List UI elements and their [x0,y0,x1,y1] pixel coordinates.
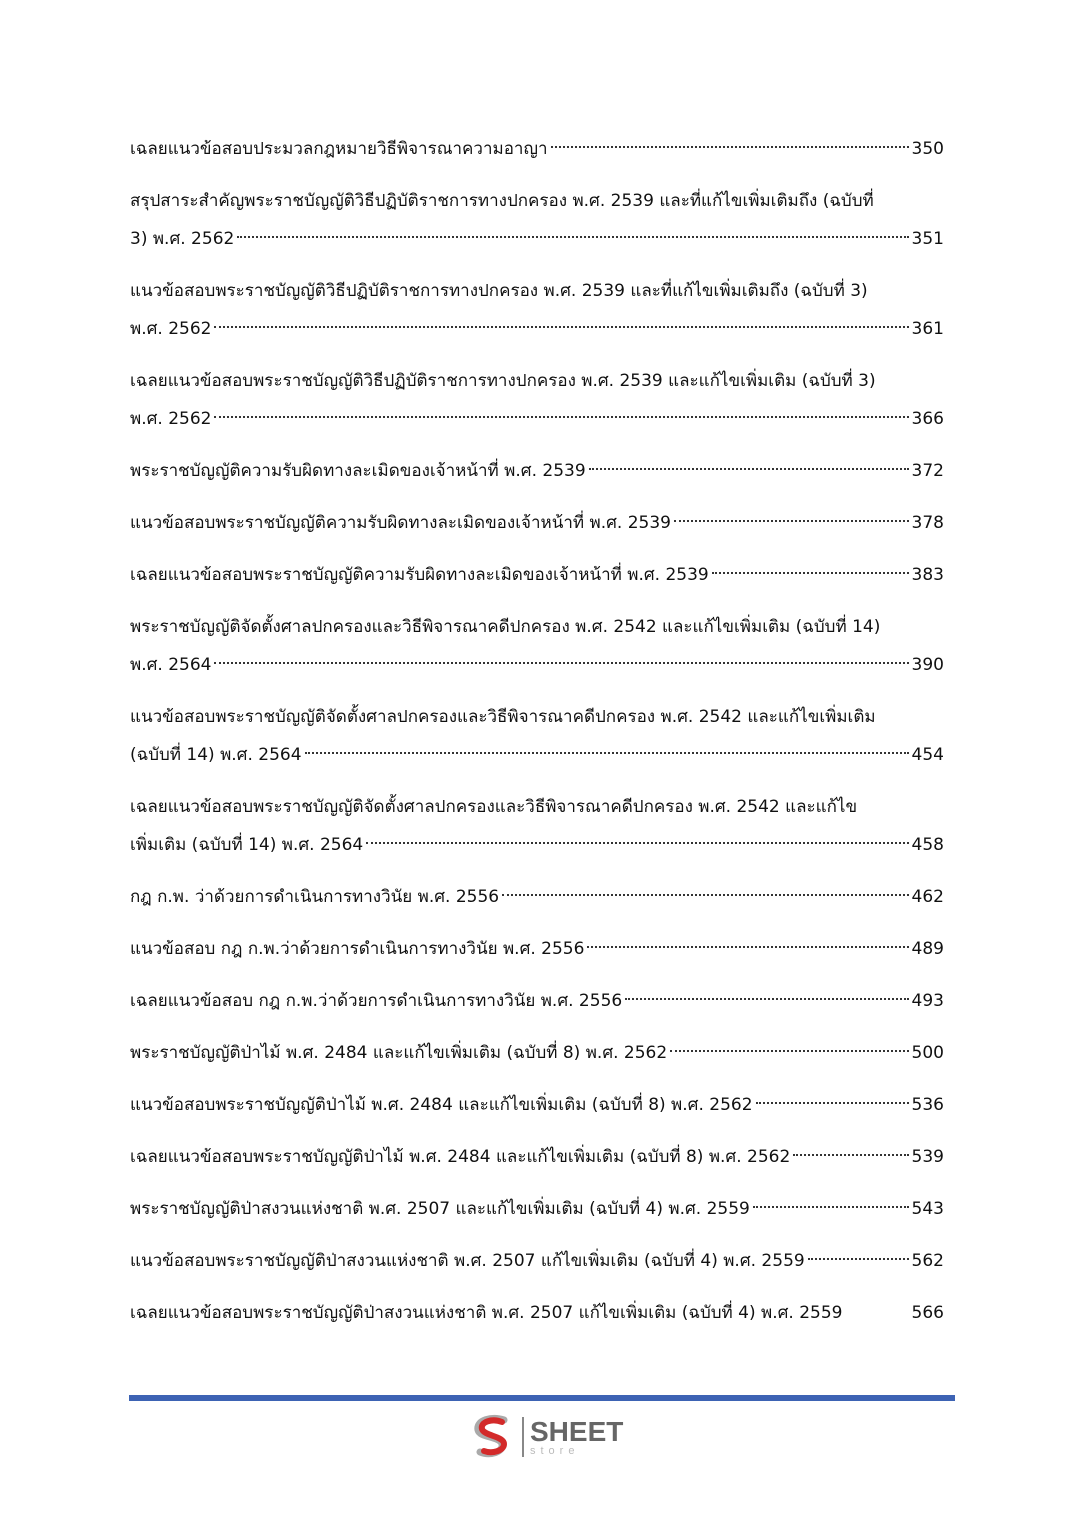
toc-entry-title: เฉลยแนวข้อสอบพระราชบัญญัติป่าไม้ พ.ศ. 2484 และแก้ไขเพิ่มเติม (ฉบับที่ 8) พ.ศ. 2562 [130,1147,791,1167]
toc-line [130,134,944,164]
dot-leader [756,1102,909,1104]
dot-leader [214,326,908,328]
toc-line [130,276,944,306]
toc-entry-title: 3) พ.ศ. 2562 [130,229,235,249]
toc-line [130,560,944,590]
toc-entry[interactable] [130,508,944,538]
sheet-store-logo [470,1414,623,1460]
dot-leader [670,1050,908,1052]
toc-entry-title: เฉลยแนวข้อสอบพระราชบัญญัติป่าสงวนแห่งชาติ พ.ศ. 2507 แก้ไขเพิ่มเติม (ฉบับที่ 4) พ.ศ. 2559 [130,1303,843,1323]
toc-line [130,366,944,396]
toc-line [130,934,944,964]
toc-line [130,986,944,1016]
toc-page-number: 350 [911,139,944,159]
toc-page-number: 539 [911,1147,944,1167]
toc-entry[interactable] [130,456,944,486]
toc-line [130,314,944,344]
toc-entry-title: พ.ศ. 2564 [130,655,212,675]
toc-line [130,1090,944,1120]
toc-entry-title: แนวข้อสอบ กฎ ก.พ.ว่าด้วยการดำเนินการทางวินัย พ.ศ. 2556 [130,939,585,959]
toc-line [130,1194,944,1224]
dot-leader [793,1154,908,1156]
toc-entry-title: พระราชบัญญัติป่าไม้ พ.ศ. 2484 และแก้ไขเพิ่มเติม (ฉบับที่ 8) พ.ศ. 2562 [130,1043,668,1063]
toc-entry-title: พ.ศ. 2562 [130,319,212,339]
toc-entry-title: เฉลยแนวข้อสอบพระราชบัญญัติวิธีปฏิบัติราชการทางปกครอง พ.ศ. 2539 และแก้ไขเพิ่มเติม (ฉบับที่ 3) [130,371,876,391]
toc-entry-title: แนวข้อสอบพระราชบัญญัติความรับผิดทางละเมิดของเจ้าหน้าที่ พ.ศ. 2539 [130,513,671,533]
logo-sub: store [530,1444,580,1457]
toc-entry-title: พระราชบัญญัติป่าสงวนแห่งชาติ พ.ศ. 2507 และแก้ไขเพิ่มเติม (ฉบับที่ 4) พ.ศ. 2559 [130,1199,750,1219]
toc-page-number: 536 [911,1095,944,1115]
toc-page-number: 462 [911,887,944,907]
toc-entry[interactable] [130,276,944,344]
toc-line [130,186,944,216]
dot-leader [808,1258,909,1260]
toc-line [130,882,944,912]
dot-leader [587,946,908,948]
toc-page-number: 366 [911,409,944,429]
logo-s-icon [470,1414,518,1460]
toc-entry[interactable] [130,134,944,164]
dot-leader [305,752,909,754]
toc-page-number: 566 [911,1303,944,1323]
table-of-contents [130,134,944,1350]
toc-page-number: 454 [911,745,944,765]
toc-entry[interactable] [130,1246,944,1276]
dot-leader [214,416,908,418]
dot-leader [237,236,908,238]
toc-entry-title: พระราชบัญญัติจัดตั้งศาลปกครองและวิธีพิจารณาคดีปกครอง พ.ศ. 2542 และแก้ไขเพิ่มเติม (ฉบับที่ 14) [130,617,881,637]
toc-page-number: 383 [911,565,944,585]
toc-entry[interactable] [130,560,944,590]
toc-line [130,456,944,486]
toc-page-number: 489 [911,939,944,959]
logo-separator [522,1417,524,1457]
toc-entry[interactable] [130,934,944,964]
toc-page-number: 562 [911,1251,944,1271]
toc-line [130,1142,944,1172]
toc-page-number: 543 [911,1199,944,1219]
toc-line [130,1038,944,1068]
toc-line [130,650,944,680]
toc-line [130,830,944,860]
toc-entry[interactable] [130,366,944,434]
toc-page-number: 378 [911,513,944,533]
toc-page-number: 372 [911,461,944,481]
toc-entry-title: สรุปสาระสำคัญพระราชบัญญัติวิธีปฏิบัติราชการทางปกครอง พ.ศ. 2539 และที่แก้ไขเพิ่มเติมถึง (ฉบับที่ [130,191,874,211]
toc-page-number: 351 [911,229,944,249]
toc-entry-title: เฉลยแนวข้อสอบพระราชบัญญัติจัดตั้งศาลปกครองและวิธีพิจารณาคดีปกครอง พ.ศ. 2542 และแก้ไข [130,797,858,817]
toc-line [130,612,944,642]
toc-entry-title: แนวข้อสอบพระราชบัญญัติป่าไม้ พ.ศ. 2484 และแก้ไขเพิ่มเติม (ฉบับที่ 8) พ.ศ. 2562 [130,1095,753,1115]
dot-leader [551,146,909,148]
toc-line [130,224,944,254]
dot-leader [625,998,908,1000]
toc-entry[interactable] [130,1194,944,1224]
toc-entry-title: เฉลยแนวข้อสอบ กฎ ก.พ.ว่าด้วยการดำเนินการทางวินัย พ.ศ. 2556 [130,991,623,1011]
toc-line [130,1298,944,1328]
dot-leader [502,894,908,896]
toc-line [130,1246,944,1276]
toc-page-number: 493 [911,991,944,1011]
toc-entry-title: (ฉบับที่ 14) พ.ศ. 2564 [130,745,302,765]
dot-leader [589,468,909,470]
toc-entry-title: เพิ่มเติม (ฉบับที่ 14) พ.ศ. 2564 [130,835,364,855]
toc-entry-title: แนวข้อสอบพระราชบัญญัติจัดตั้งศาลปกครองและวิธีพิจารณาคดีปกครอง พ.ศ. 2542 และแก้ไขเพิ่มเติม [130,707,876,727]
toc-entry-title: กฎ ก.พ. ว่าด้วยการดำเนินการทางวินัย พ.ศ. 2556 [130,887,500,907]
toc-entry[interactable] [130,882,944,912]
toc-entry[interactable] [130,1142,944,1172]
toc-line [130,740,944,770]
dot-leader [214,662,908,664]
toc-entry[interactable] [130,186,944,254]
dot-leader [712,572,909,574]
dot-leader [753,1206,909,1208]
dot-leader [366,842,908,844]
toc-line [130,404,944,434]
toc-entry-title: เฉลยแนวข้อสอบประมวลกฎหมายวิธีพิจารณาความอาญา [130,139,548,159]
toc-entry[interactable] [130,792,944,860]
toc-line [130,702,944,732]
toc-entry[interactable] [130,1298,944,1328]
toc-entry-title: เฉลยแนวข้อสอบพระราชบัญญัติความรับผิดทางละเมิดของเจ้าหน้าที่ พ.ศ. 2539 [130,565,709,585]
toc-page-number: 500 [911,1043,944,1063]
toc-entry-title: แนวข้อสอบพระราชบัญญัติวิธีปฏิบัติราชการทางปกครอง พ.ศ. 2539 และที่แก้ไขเพิ่มเติมถึง (ฉบับที่ 3) [130,281,868,301]
toc-entry[interactable] [130,1038,944,1068]
toc-page-number: 458 [911,835,944,855]
toc-entry[interactable] [130,612,944,680]
footer-rule [129,1395,955,1401]
toc-entry[interactable] [130,986,944,1016]
toc-page-number: 361 [911,319,944,339]
logo-brand: SHEET [530,1415,624,1447]
toc-entry[interactable] [130,1090,944,1120]
toc-entry-title: พ.ศ. 2562 [130,409,212,429]
dot-leader [674,520,909,522]
toc-entry-title: แนวข้อสอบพระราชบัญญัติป่าสงวนแห่งชาติ พ.ศ. 2507 แก้ไขเพิ่มเติม (ฉบับที่ 4) พ.ศ. 2559 [130,1251,805,1271]
toc-entry-title: พระราชบัญญัติความรับผิดทางละเมิดของเจ้าหน้าที่ พ.ศ. 2539 [130,461,586,481]
toc-page-number: 390 [911,655,944,675]
toc-line [130,508,944,538]
toc-entry[interactable] [130,702,944,770]
toc-line [130,792,944,822]
